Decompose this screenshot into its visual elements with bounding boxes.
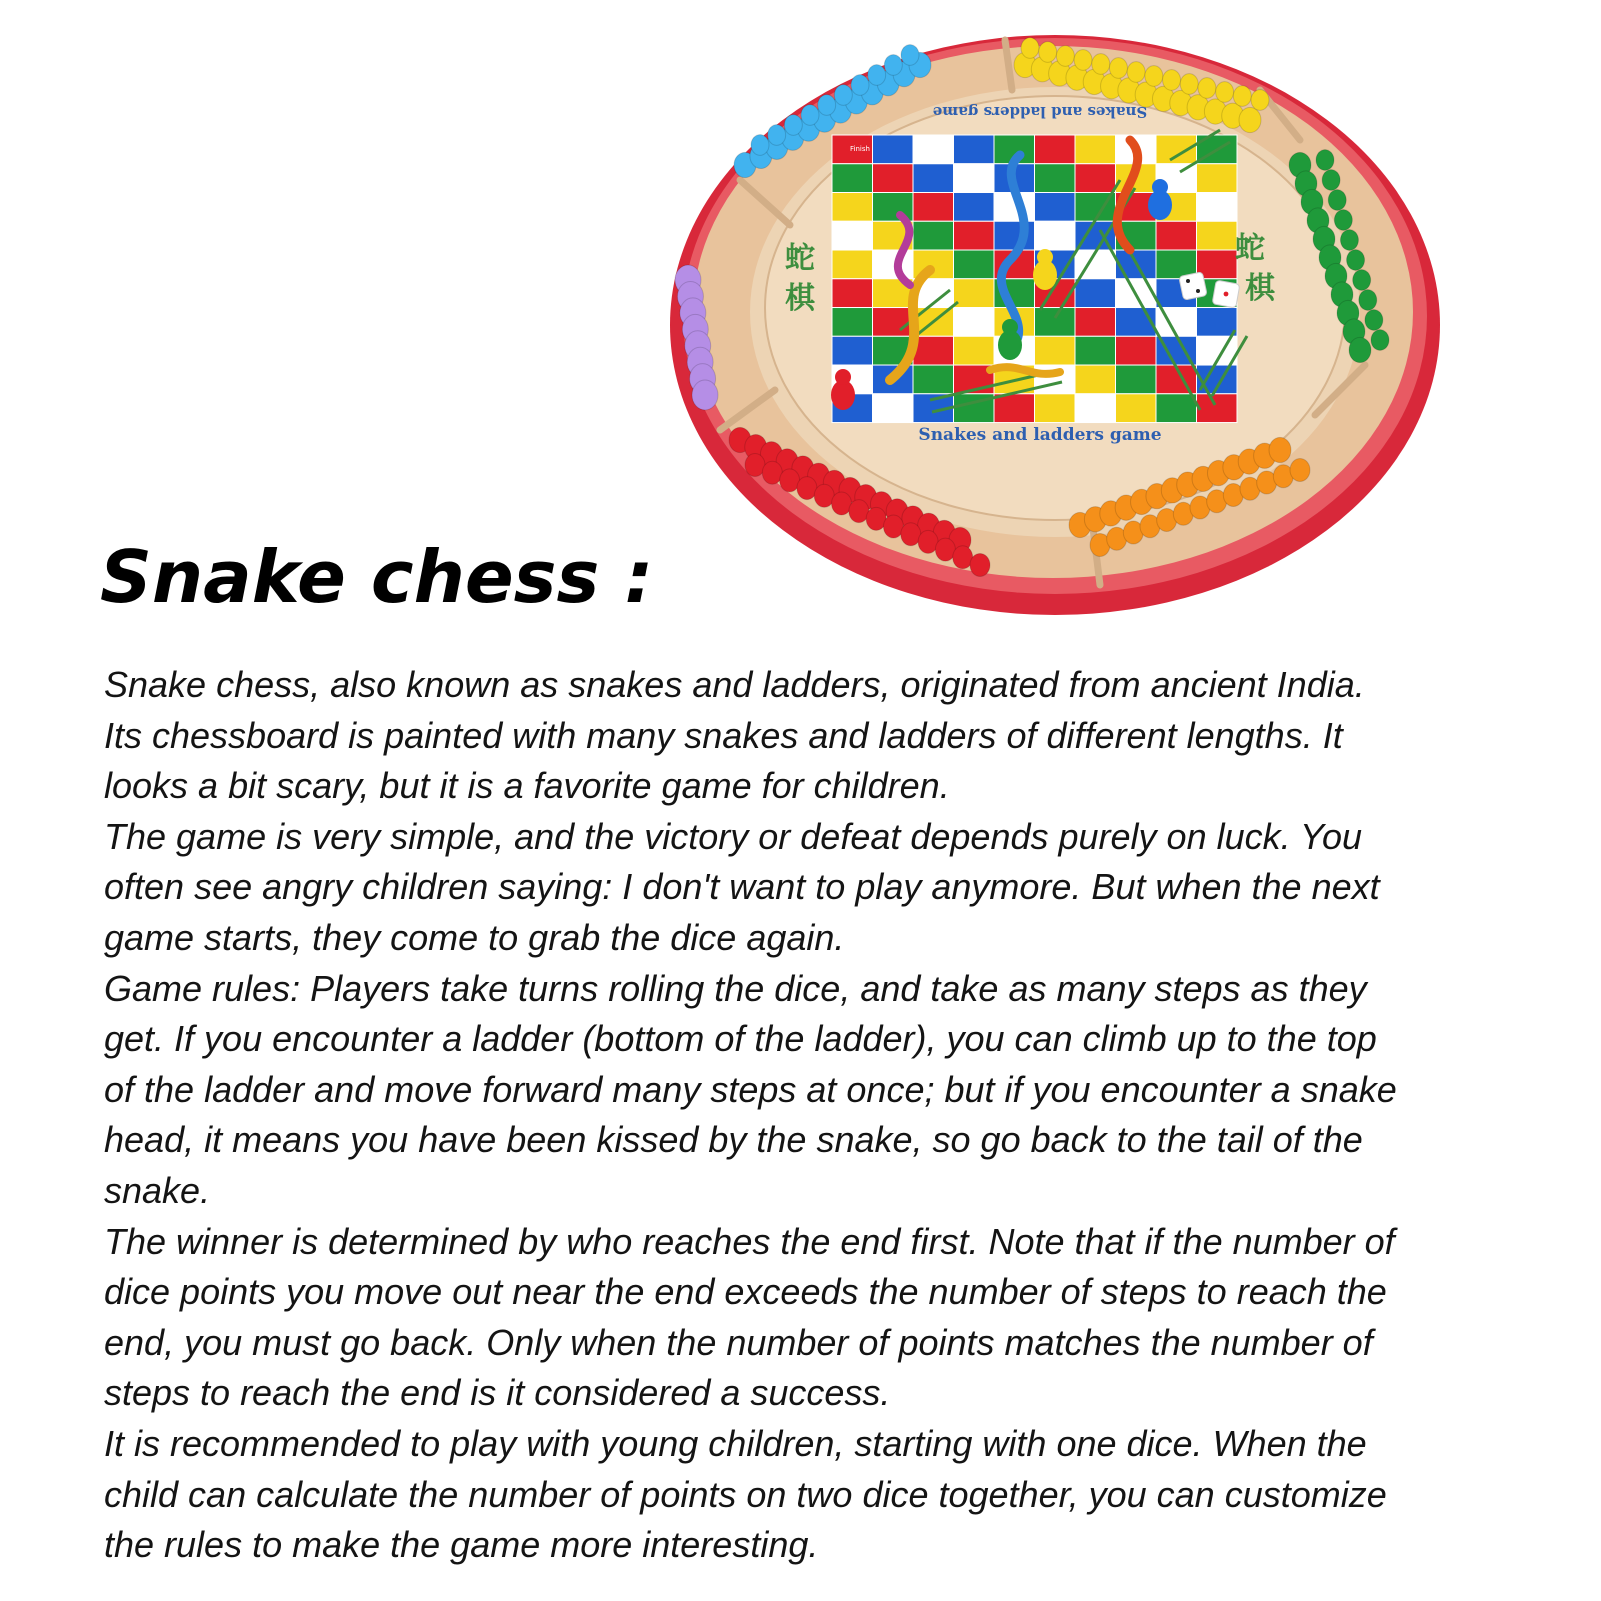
grid-cell <box>1075 279 1116 308</box>
grid-cell <box>1075 164 1116 193</box>
pawn <box>1056 46 1074 67</box>
chinese-label-left-2: 棋 <box>785 281 815 316</box>
pawn <box>868 65 886 86</box>
text-line: of the ladder and move forward many steps at once; but if you encounter a snake <box>104 1068 1397 1110</box>
pawn <box>1074 50 1092 71</box>
pawn <box>1233 86 1251 107</box>
grid-cell <box>873 308 914 337</box>
grid-cell <box>1116 365 1157 394</box>
pawn <box>1359 290 1377 311</box>
grid-cell <box>1116 336 1157 365</box>
grid-cell <box>1035 193 1076 222</box>
pawn <box>1347 250 1365 271</box>
grid-cell <box>1197 394 1238 423</box>
grid-cell <box>873 164 914 193</box>
grid-cell <box>913 336 954 365</box>
text-line: end, you must go back. Only when the number of points matches the number of <box>104 1321 1373 1363</box>
grid-cell <box>1156 221 1197 250</box>
grid-cell <box>954 193 995 222</box>
pawn <box>692 380 718 410</box>
pawn <box>1163 70 1181 91</box>
pawn <box>784 115 802 136</box>
text-line: dice points you move out near the end exceeds the number of steps to reach the <box>104 1271 1387 1313</box>
chinese-label-right-2: 棋 <box>1245 271 1275 306</box>
grid-cell <box>1035 135 1076 164</box>
pawn <box>1039 42 1057 63</box>
pawn <box>1365 310 1383 331</box>
pawn <box>1322 170 1340 191</box>
text-line: Snake chess, also known as snakes and ladders, originated from ancient India. <box>104 664 1365 705</box>
pawn <box>1092 54 1110 75</box>
pawn <box>1109 58 1127 79</box>
grid-cell <box>1197 193 1238 222</box>
grid-cell <box>832 279 873 308</box>
board-title-bottom: Snakes and ladders game <box>918 425 1162 445</box>
pawn <box>1290 459 1310 482</box>
text-line: looks a bit scary, but it is a favorite game for children. <box>104 765 950 807</box>
pawn <box>801 105 819 126</box>
grid-cell <box>1116 394 1157 423</box>
pawn <box>1127 62 1145 83</box>
grid-cell <box>832 250 873 279</box>
grid-cell <box>1075 394 1116 423</box>
grid-cell <box>954 250 995 279</box>
grid-cell <box>873 394 914 423</box>
pawn <box>1353 270 1371 291</box>
finish-label: Finish <box>850 145 870 153</box>
pawn <box>1216 82 1234 103</box>
chinese-label-right-1: 蛇 <box>1235 231 1265 266</box>
text-line: the rules to make the game more interesting. <box>104 1524 819 1566</box>
pawn <box>1340 230 1358 251</box>
grid-cell <box>954 336 995 365</box>
pawn <box>1328 190 1346 211</box>
grid-cell <box>1197 164 1238 193</box>
pawn <box>1316 150 1334 171</box>
text-line: get. If you encounter a ladder (bottom of the ladder), you can climb up to the top <box>104 1018 1377 1060</box>
grid-cell <box>954 279 995 308</box>
grid-cell <box>832 193 873 222</box>
text-line: often see angry children saying: I don't want to play anymore. But when the next <box>104 866 1380 908</box>
board-illustration <box>660 20 1450 620</box>
grid-cell <box>1035 221 1076 250</box>
board-title-top: Snakes and ladders game <box>932 103 1148 121</box>
pawn <box>1269 437 1291 462</box>
text-line: child can calculate the number of points on two dice together, you can customize <box>104 1473 1387 1515</box>
chinese-label-left-1: 蛇 <box>785 241 815 276</box>
product-image <box>660 20 1450 620</box>
grid-cell <box>1035 164 1076 193</box>
pawn <box>1145 66 1163 87</box>
text-line: game starts, they come to grab the dice again. <box>104 916 845 958</box>
grid-cell <box>954 221 995 250</box>
page-title: Snake chess : <box>100 535 654 619</box>
text-line: Game rules: Players take turns rolling the dice, and take as many steps as they <box>104 967 1367 1009</box>
grid-cell <box>913 221 954 250</box>
description-text <box>104 660 1574 1571</box>
pawn <box>818 95 836 116</box>
grid-cell <box>913 193 954 222</box>
pawn <box>1180 74 1198 95</box>
text-line: head, it means you have been kissed by the snake, so go back to the tail of the <box>104 1119 1363 1161</box>
text-line: The game is very simple, and the victory or defeat depends purely on luck. You <box>104 815 1363 857</box>
pawn <box>768 125 786 146</box>
pawn <box>751 135 769 156</box>
grid-cell <box>873 250 914 279</box>
grid-cell <box>1035 308 1076 337</box>
pawn <box>1371 330 1389 351</box>
pawn <box>1198 78 1216 99</box>
pawn <box>1239 107 1261 132</box>
pawn <box>851 75 869 96</box>
text-line: The winner is determined by who reaches the end first. Note that if the number of <box>104 1220 1395 1262</box>
grid-cell <box>1075 336 1116 365</box>
pawn <box>1021 38 1039 59</box>
pawn <box>1251 90 1269 111</box>
grid-cell <box>954 308 995 337</box>
grid-cell <box>954 164 995 193</box>
grid-cell <box>1197 308 1238 337</box>
text-line: steps to reach the end is it considered a success. <box>104 1372 891 1414</box>
pawn <box>901 45 919 66</box>
grid-cell <box>954 135 995 164</box>
text-line: Its chessboard is painted with many snakes and ladders of different lengths. It <box>104 714 1343 756</box>
grid-cell <box>913 164 954 193</box>
text-line: snake. <box>104 1169 211 1211</box>
grid-cell <box>1035 336 1076 365</box>
grid-cell <box>913 365 954 394</box>
grid-cell <box>913 135 954 164</box>
grid-cell <box>832 308 873 337</box>
grid-cell <box>1156 394 1197 423</box>
grid-cell <box>1035 394 1076 423</box>
grid-cell <box>994 394 1035 423</box>
pawn <box>1349 337 1371 362</box>
pawn <box>970 554 990 577</box>
grid-cell <box>832 164 873 193</box>
pawn <box>884 55 902 76</box>
grid-cell <box>832 221 873 250</box>
grid-cell <box>873 135 914 164</box>
grid-cell <box>832 336 873 365</box>
grid-cell <box>1075 308 1116 337</box>
pawn <box>1334 210 1352 231</box>
grid-cell <box>1075 365 1116 394</box>
grid-cell <box>1197 221 1238 250</box>
pawn <box>834 85 852 106</box>
grid-cell <box>1075 135 1116 164</box>
text-line: It is recommended to play with young children, starting with one dice. When the <box>104 1422 1367 1464</box>
